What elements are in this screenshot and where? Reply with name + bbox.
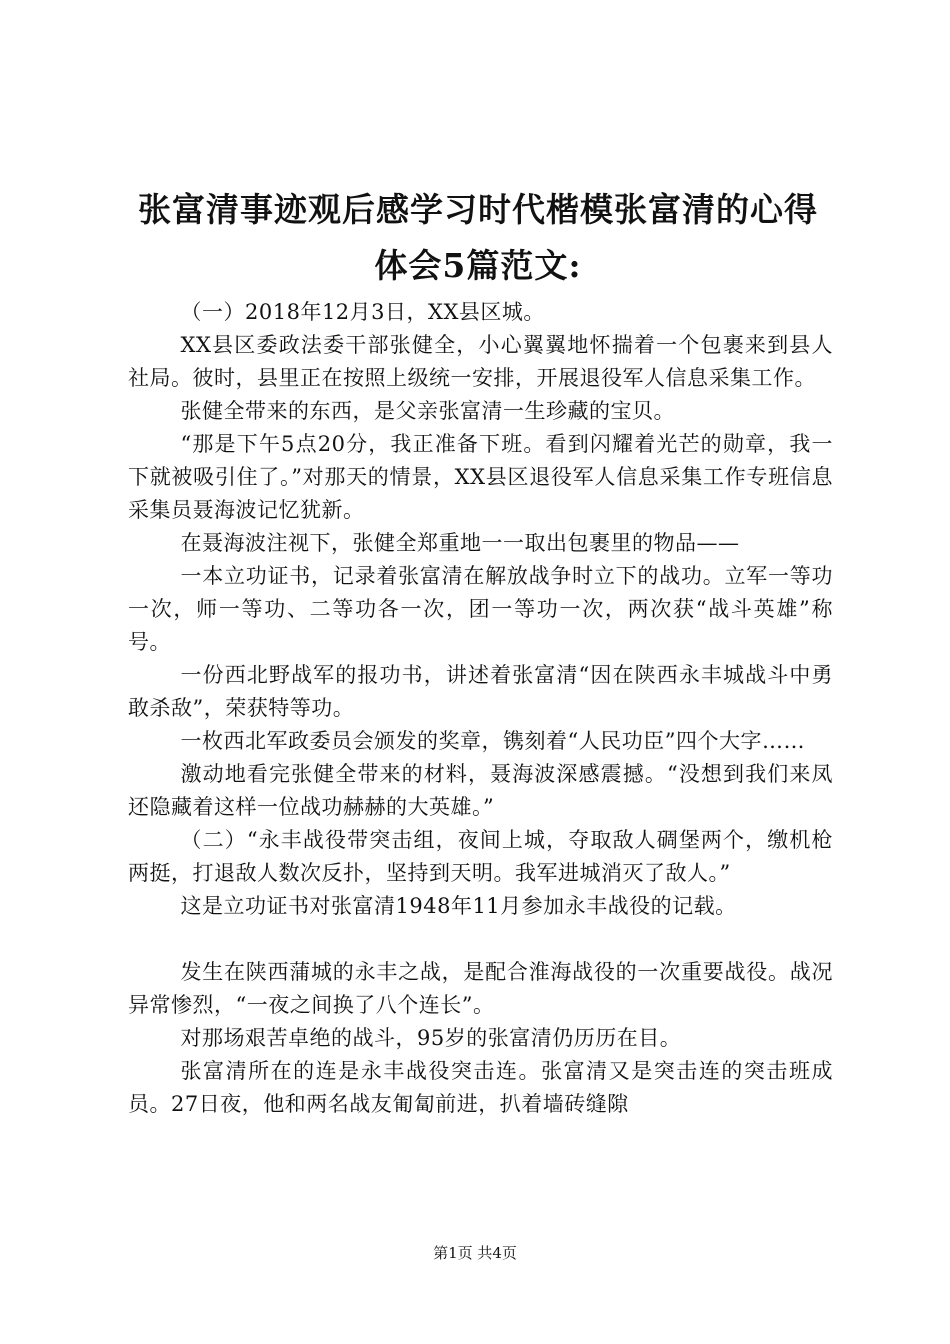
paragraph: 一份西北野战军的报功书，讲述着张富清“因在陕西永丰城战斗中勇敢杀敌”，荣获特等功。 <box>128 663 833 720</box>
paragraph: （二）“永丰战役带突击组，夜间上城，夺取敌人碉堡两个，缴机枪两挺，打退敌人数次反扑，坚持到天明。我军进城消灭了敌人。” <box>128 828 833 885</box>
paragraph: “那是下午5点20分，我正准备下班。看到闪耀着光芒的勋章，我一下就被吸引住了。”对那天的情景，XX县区退役军人信息采集工作专班信息采集员聂海波记忆犹新。 <box>128 432 833 522</box>
paragraph: 对那场艰苦卓绝的战斗，95岁的张富清仍历历在目。 <box>180 1026 682 1050</box>
document-title-line-2: 体会5篇范文: <box>374 246 582 285</box>
paragraph: 张健全带来的东西，是父亲张富清一生珍藏的宝贝。 <box>180 399 675 423</box>
paragraph: 激动地看完张健全带来的材料，聂海波深感震撼。“没想到我们来凤还隐藏着这样一位战功赫赫的大英雄。” <box>128 762 833 819</box>
paragraph: 张富清所在的连是永丰战役突击连。张富清又是突击连的突击班成员。27日夜，他和两名战友匍匐前进，扒着墙砖缝隙 <box>128 1059 833 1116</box>
paragraph: 这是立功证书对张富清1948年11月参加永丰战役的记载。 <box>180 894 737 918</box>
paragraph: （一）2018年12月3日，XX县区城。 <box>180 300 545 324</box>
page-footer: 第1页 共4页 <box>433 1244 517 1262</box>
document-body <box>128 296 833 1121</box>
paragraph: 一本立功证书，记录着张富清在解放战争时立下的战功。立军一等功一次，师一等功、二等功各一次，团一等功一次，两次获“战斗英雄”称号。 <box>128 564 833 654</box>
paragraph: 一枚西北军政委员会颁发的奖章，镌刻着“人民功臣”四个大字…… <box>180 729 805 753</box>
document-title-line-1: 张富清事迹观后感学习时代楷模张富清的心得 <box>138 190 818 229</box>
paragraph: 发生在陕西蒲城的永丰之战，是配合淮海战役的一次重要战役。战况异常惨烈，“一夜之间换了八个连长”。 <box>128 960 833 1017</box>
paragraph: 在聂海波注视下，张健全郑重地一一取出包裹里的物品—— <box>180 531 740 555</box>
paragraph: XX县区委政法委干部张健全，小心翼翼地怀揣着一个包裹来到县人社局。彼时，县里正在按照上级统一安排，开展退役军人信息采集工作。 <box>128 333 833 390</box>
